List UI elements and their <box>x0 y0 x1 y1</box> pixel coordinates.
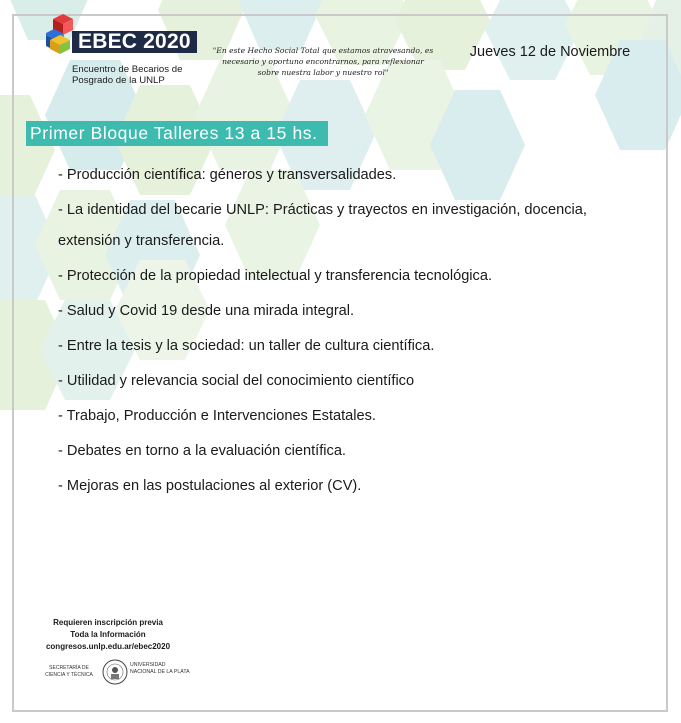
taller-item: - Producción científica: géneros y transversalidades. <box>58 167 397 183</box>
taller-item: - Protección de la propiedad intelectual y transferencia tecnológica. <box>58 268 493 284</box>
unlp-seal-icon <box>102 658 128 686</box>
ebec-logo <box>46 14 206 86</box>
logo-title: EBEC 2020 <box>72 31 197 53</box>
event-date: Jueves 12 de Noviembre <box>469 44 631 60</box>
taller-item: - Mejoras en las postulaciones al exterior (CV). <box>58 478 362 494</box>
taller-item: - Entre la tesis y la sociedad: un taller de cultura científica. <box>58 338 435 354</box>
footer-inscripcion: Requieren inscripción previa <box>53 618 163 627</box>
footer-informacion: Toda la Información <box>70 630 146 639</box>
universidad-label: UNIVERSIDAD NACIONAL DE LA PLATA <box>130 662 190 675</box>
logo-subtitle: Encuentro de Becarios de Posgrado de la UNLP <box>72 64 183 86</box>
footer-info <box>28 617 188 653</box>
bloque-title: Primer Bloque Talleres 13 a 15 hs. <box>26 121 328 146</box>
footer-url[interactable]: congresos.unlp.edu.ar/ebec2020 <box>45 642 171 651</box>
header-quote: "En este Hecho Social Total que estamos atravesando, es necesario y oportuno encontrarnos, para reflexionar sobre nuestra labor y nuestro rol" <box>212 46 434 77</box>
taller-item: - Utilidad y relevancia social del conocimiento científico <box>58 373 415 389</box>
taller-item: - Salud y Covid 19 desde una mirada integral. <box>58 303 355 319</box>
taller-item: - Trabajo, Producción e Intervenciones Estatales. <box>58 408 376 424</box>
secretaria-label: SECRETARÍA DE CIENCIA Y TÉCNICA <box>45 665 93 678</box>
talleres-list <box>58 160 648 506</box>
taller-item: - La identidad del becarie UNLP: Prácticas y trayectos en investigación, docencia, extensión y transferencia. <box>58 202 587 249</box>
taller-item: - Debates en torno a la evaluación científica. <box>58 443 346 459</box>
